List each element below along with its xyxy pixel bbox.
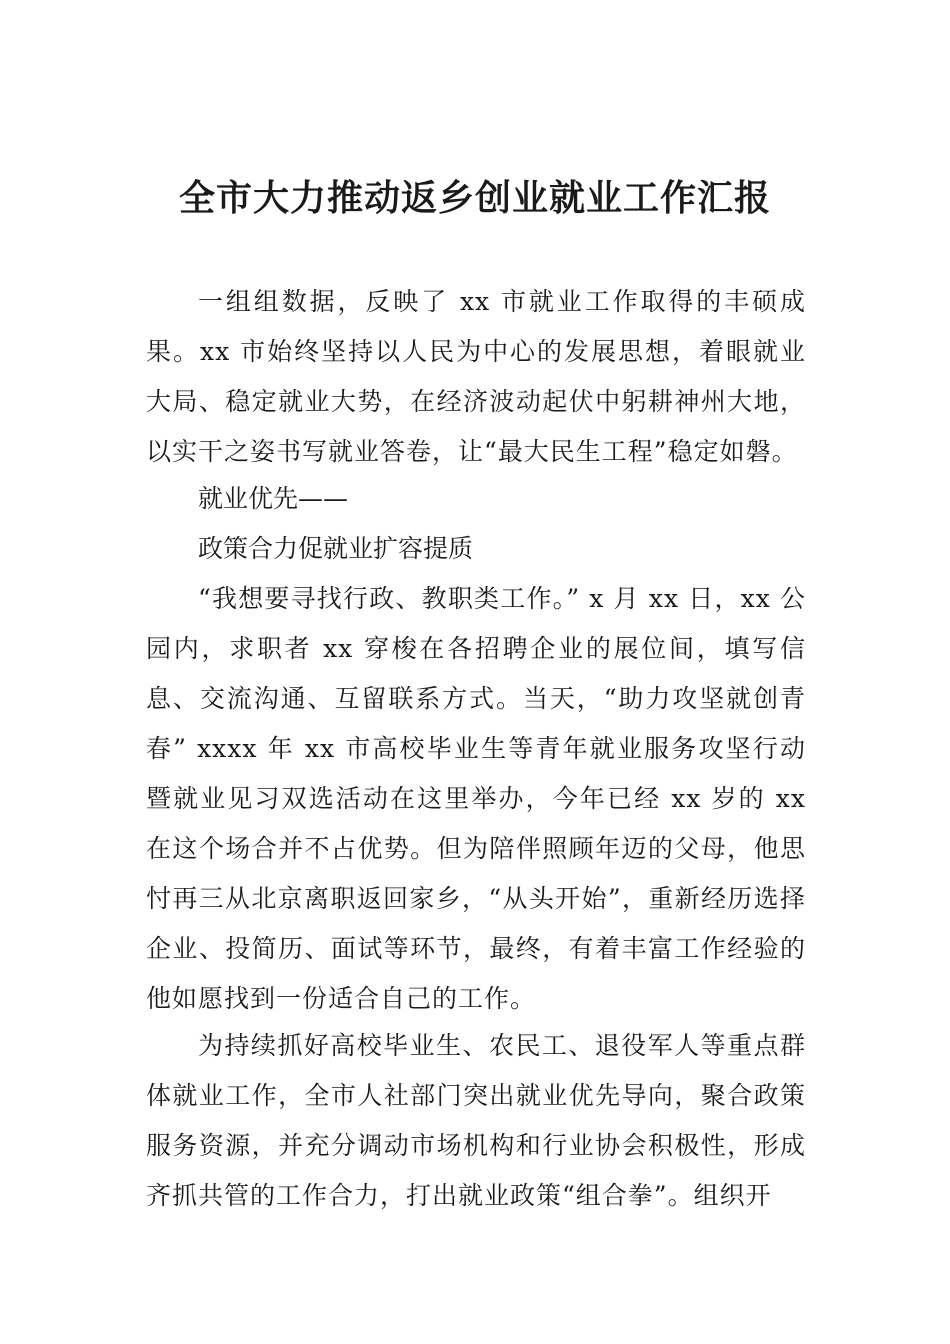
document-title: 全市大力推动返乡创业就业工作汇报 [178,177,771,219]
paragraph-policy: 为持续抓好高校毕业生、农民工、退役军人等重点群体就业工作，全市人社部门突出就业优先导向，聚合政策服务资源，并充分调动市场机构和行业协会积极性，形成齐抓共管的工作合力，打出就业政策“组合拳”。组织开 [146,1031,806,1210]
paragraph-story: “我想要寻找行政、教职类工作。” x 月 xx 日，xx 公园内，求职者 xx 穿梭在各招聘企业的展位间，填写信息、交流沟通、互留联系方式。当天，“助力攻坚就创青春” xxxx 年 xx 市高校毕业生等青年就业服务攻坚行动暨就业见习双选活动在这里举办，今年已经 xx 岁的 xx 在这个场合并不占优势。但为陪伴照顾年迈的父母，他思忖再三从北京离职返回家乡，“从头开始”，重新经历选择企业、投简历、面试等环节，最终，有着丰富工作经验的他如愿找到一份适合自己的工作。 [146,584,806,1013]
section-heading: 就业优先—— [198,484,349,513]
paragraph-intro: 一组组数据，反映了 xx 市就业工作取得的丰硕成果。xx 市始终坚持以人民为中心的发展思想，着眼就业大局、稳定就业大势，在经济波动起伏中躬耕神州大地，以实干之姿书写就业答卷，让“最大民生工程”稳定如磐。 [146,287,806,466]
section-subheading: 政策合力促就业扩容提质 [198,534,474,563]
